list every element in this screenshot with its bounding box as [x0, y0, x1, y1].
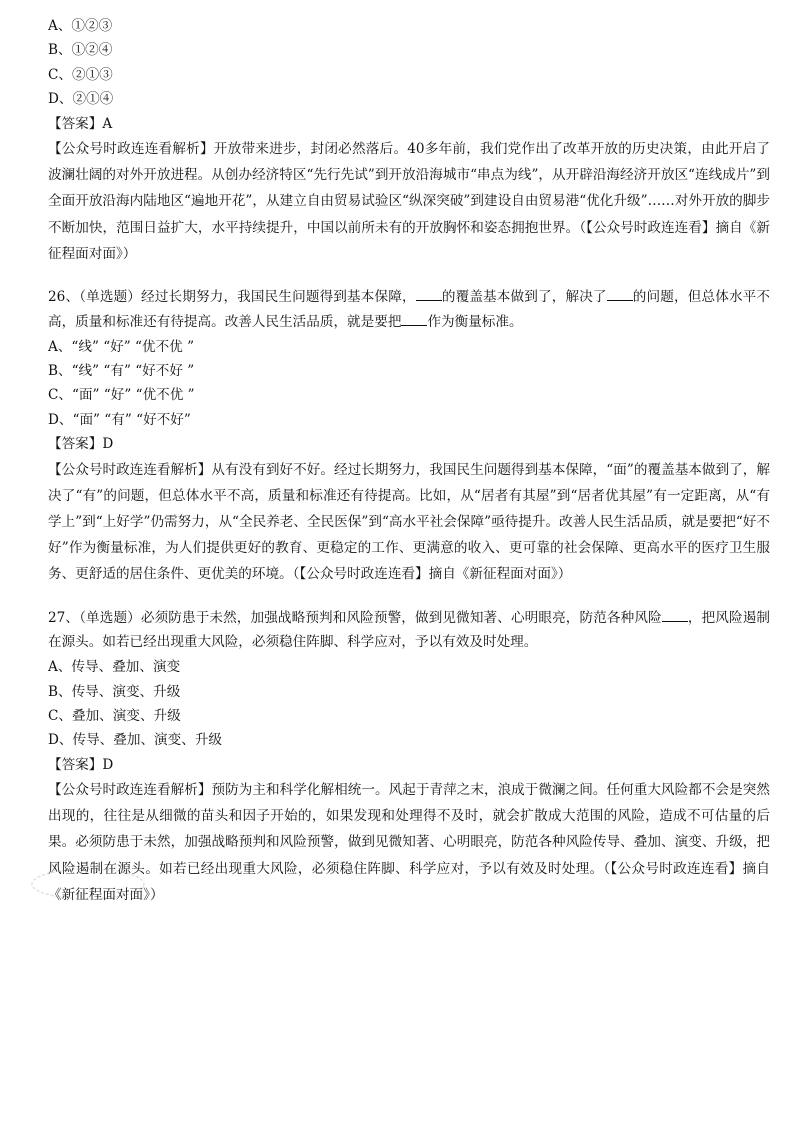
question-stem: [48, 606, 770, 656]
blank-3: [401, 313, 427, 326]
stem-part-3: 的问题，但总体水平不高，质量和标准还有待提高。改善人民生活品质，就是要把: [48, 288, 771, 330]
question-25-block: [48, 14, 770, 267]
blank-2: [607, 288, 633, 301]
analysis: 【公众号时政连连看解析】开放带来进步，封闭必然落后。40多年前，我们党作出了改革开放的历史决策，由此开启了波澜壮阔的对外开放进程。从创办经济特区“先行先试”到开放沿海城市“串点为线”，从开辟沿海经济开放区“连线成片”到全面开放沿海内陆地区“遍地开花”，从建立自由贸易试验区“纵深突破”到建设自由贸易港“优化升级”……对外开放的脚步不断加快，范围日益扩大，水平持续提升，中国以前所未有的开放胸怀和姿态拥抱世界。（【公众号时政连连看】摘自《新征程面对面》）: [48, 140, 770, 262]
question-stem: [48, 285, 770, 335]
answer: 【答案】A: [48, 115, 113, 132]
stem-part-2: 的覆盖基本做到了，解决了: [441, 288, 607, 305]
analysis: 【公众号时政连连看解析】从有没有到好不好。经过长期努力，我国民生问题得到基本保障，“面”的覆盖基本做到了，解决了“有”的问题，但总体水平不高，质量和标准还有待提高。比如，从“居者有其屋”到“居者优其屋”有一定距离，从“有学上”到“上好学”仍需努力，从“全民养老、全民医保”到“高水平社会保障”亟待提升。改善人民生活品质，就是要把“好不好”作为衡量标准，为人们提供更好的教育、更稳定的工作、更满意的收入、更可靠的社会保障、更高水平的医疗卫生服务、更舒适的居住条件、更优美的环境。（【公众号时政连连看】摘自《新征程面对面》）: [48, 461, 770, 583]
blank-1: [662, 609, 688, 622]
stem-part-2: ，把风险遏制在源头。如若已经出现重大风险，必须稳住阵脚、科学应对，予以有效及时处理。: [48, 609, 770, 651]
option-c: C、叠加、演变、升级: [48, 707, 181, 724]
question-26-block: [48, 285, 770, 588]
option-b: B、①②④: [48, 42, 113, 59]
question-27-block: [48, 606, 770, 909]
option-a: A、传导、叠加、演变: [48, 659, 181, 676]
answer: 【答案】D: [48, 436, 114, 453]
option-a: A、①②③: [48, 18, 113, 34]
stem-part-1: 27、（单选题）必须防患于未然，加强战略预判和风险预警，做到见微知著、心明眼亮，防范各种风险: [48, 609, 662, 626]
answer: 【答案】D: [48, 756, 114, 773]
option-c: C、“面” “好” “优不优 ”: [48, 387, 195, 404]
option-d: D、“面” “有” “好不好”: [48, 411, 191, 428]
option-d: D、②①④: [48, 91, 114, 108]
option-b: B、“线” “有” “好不好 ”: [48, 362, 195, 379]
document-page: [48, 14, 770, 908]
blank-1: [416, 288, 442, 301]
analysis: 【公众号时政连连看解析】预防为主和科学化解相统一。风起于青萍之末，浪成于微澜之间。任何重大风险都不会是突然出现的，往往是从细微的苗头和因子开始的，如果发现和处理得不及时，就会扩散成大范围的风险，造成不可估量的后果。必须防患于未然，加强战略预判和风险预警，做到见微知著、心明眼亮，防范各种风险传导、叠加、演变、升级，把风险遏制在源头。如若已经出现重大风险，必须稳住阵脚、科学应对，予以有效及时处理。（【公众号时政连连看】摘自《新征程面对面》）: [48, 782, 770, 903]
stem-part-4: 作为衡量标准。: [427, 313, 523, 330]
option-b: B、传导、演变、升级: [48, 683, 181, 700]
option-d: D、传导、叠加、演变、升级: [48, 732, 223, 749]
option-c: C、②①③: [48, 66, 113, 83]
stem-part-1: 26、（单选题）经过长期努力，我国民生问题得到基本保障，: [48, 288, 416, 305]
option-a: A、“线” “好” “优不优 ”: [48, 338, 195, 355]
